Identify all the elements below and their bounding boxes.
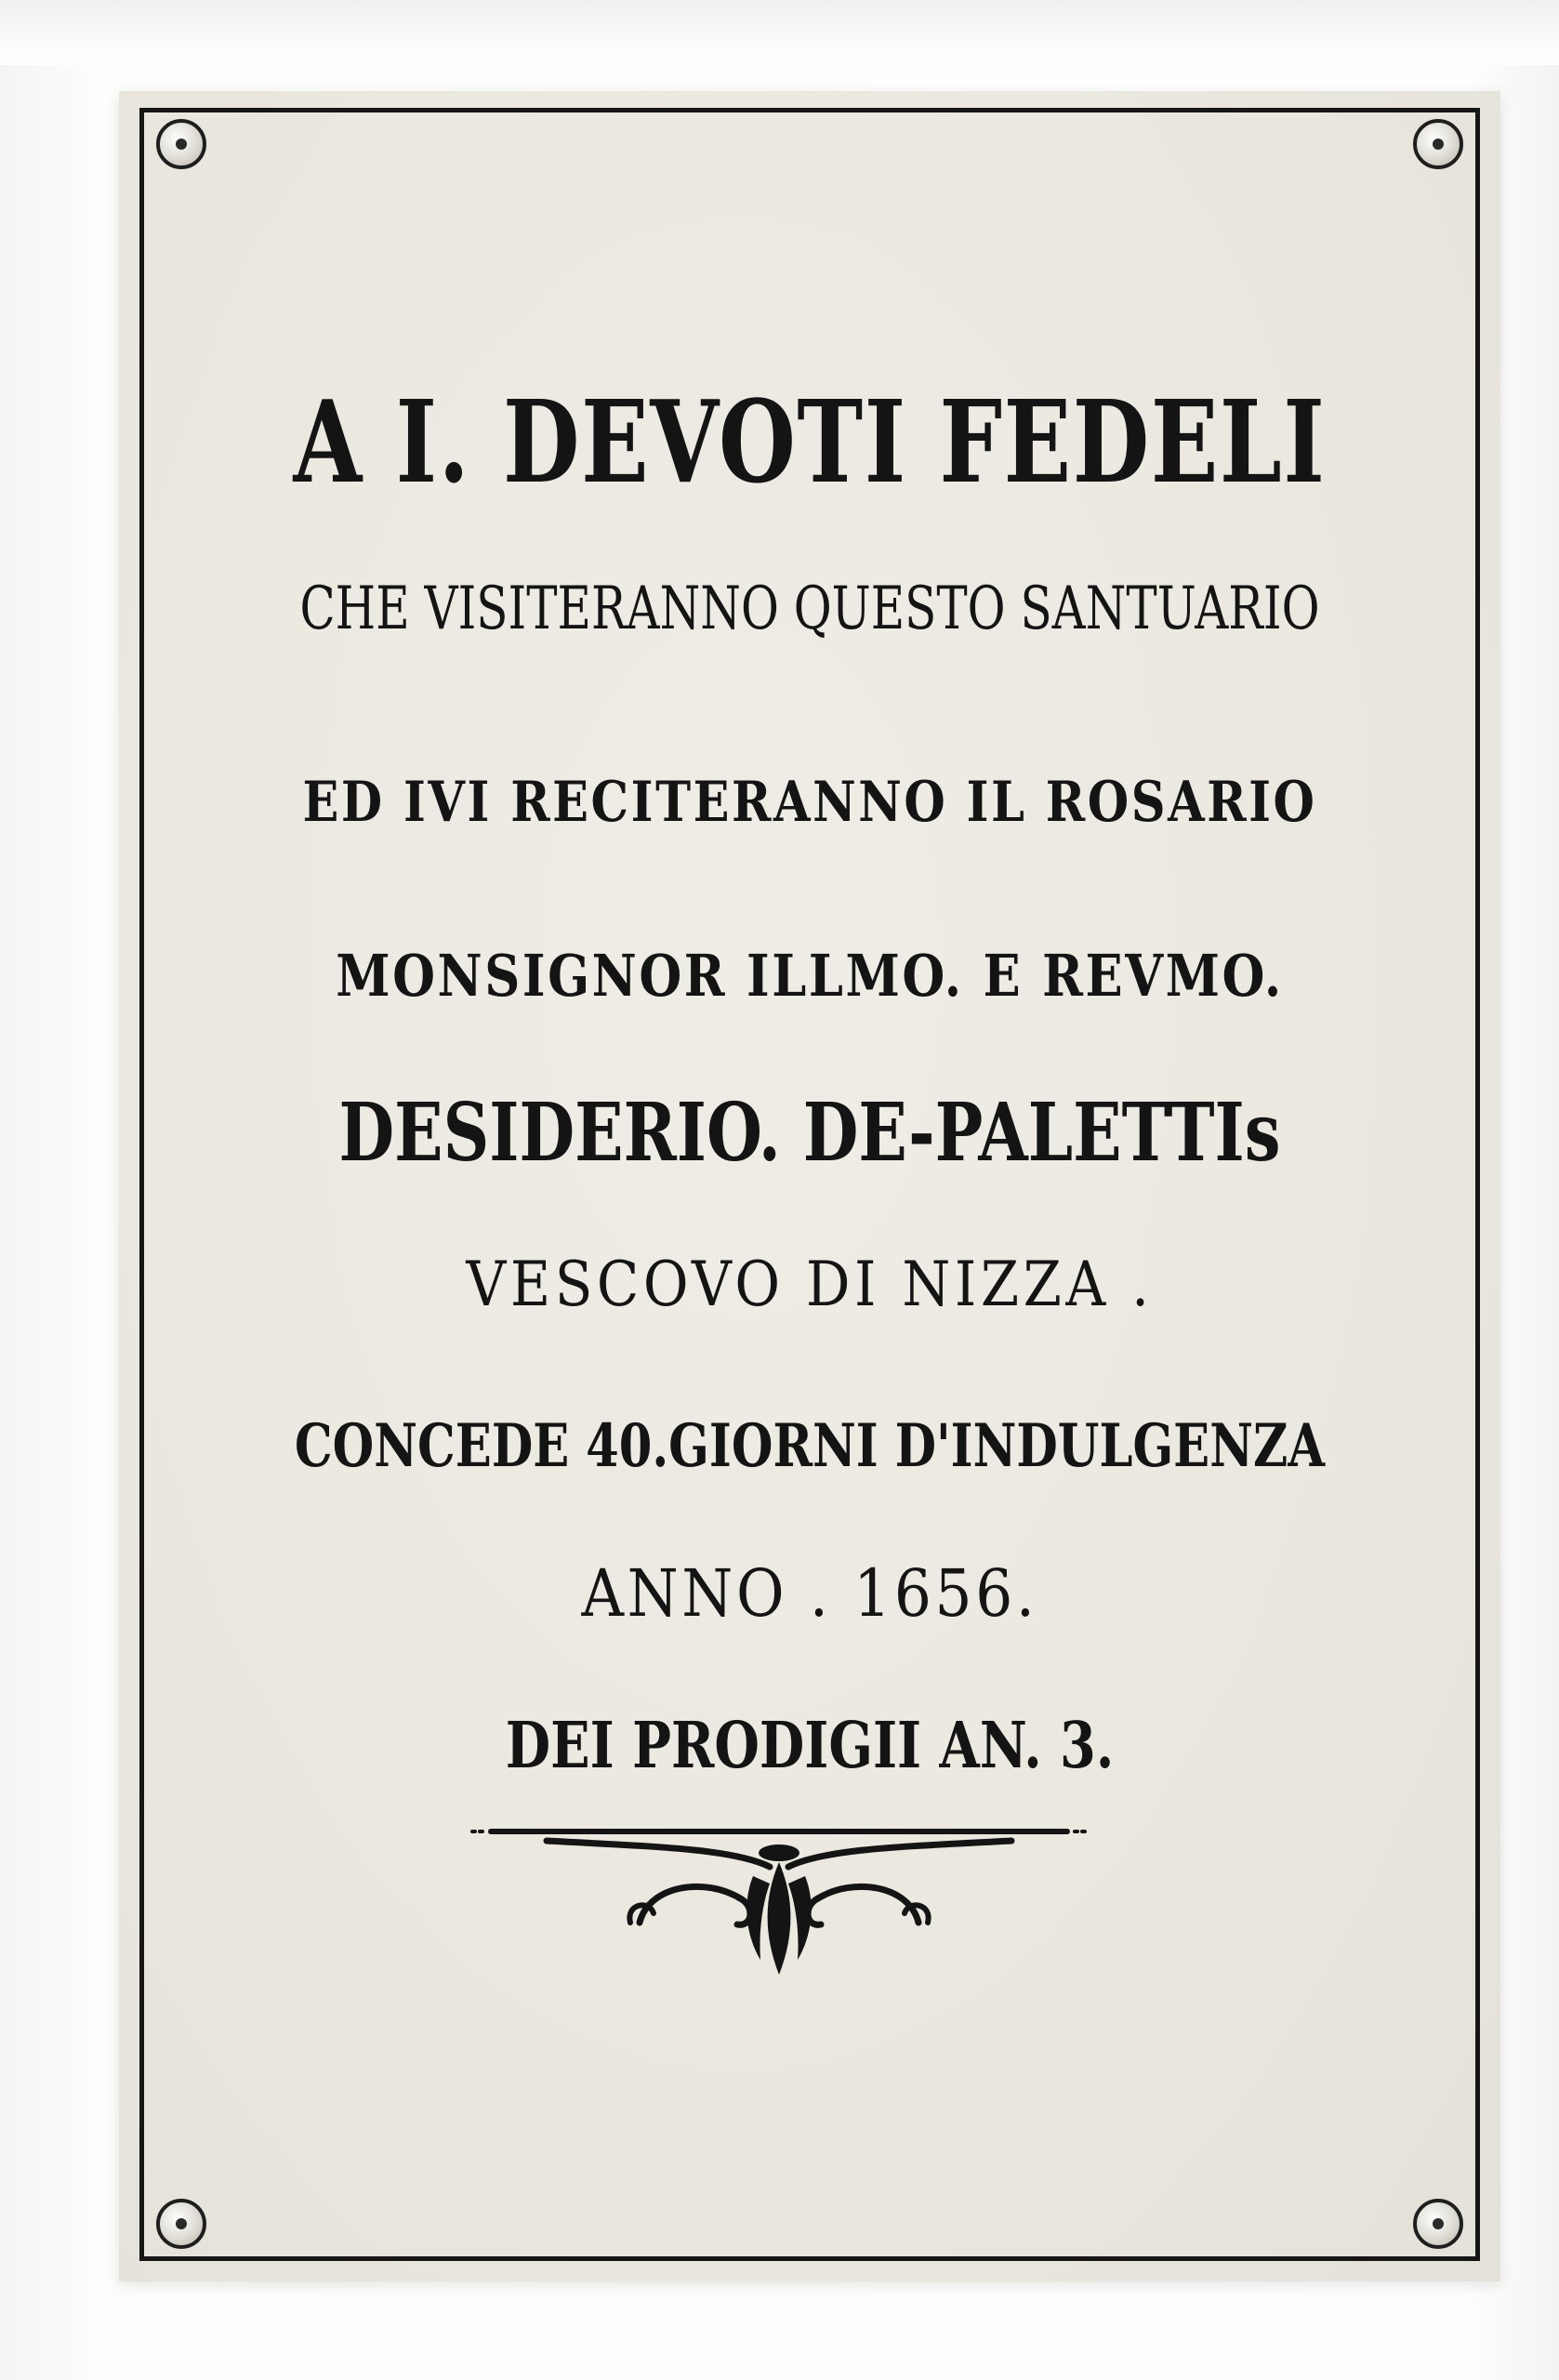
inscription-line: VESCOVO DI NIZZA . xyxy=(466,1249,1154,1320)
screw-icon xyxy=(1413,2199,1463,2249)
inscription-line: ED IVI RECITERANNO IL ROSARIO xyxy=(302,770,1317,835)
inscription-line: CHE VISITERANNO QUESTO SANTUARIO xyxy=(299,575,1320,643)
inscription-line: ANNO . 1656. xyxy=(581,1555,1038,1632)
inscription-title: A I. DEVOTI FEDELI xyxy=(293,375,1327,509)
inscription-line: DEI PRODIGII AN. 3. xyxy=(505,1709,1115,1783)
wall-molding xyxy=(0,0,1559,65)
inscription-line: CONCEDE 40.GIORNI D'INDULGENZA xyxy=(294,1411,1326,1481)
inscription-line: MONSIGNOR ILLMO. E REVMO. xyxy=(336,942,1284,1010)
inscription-line: DESIDERIO. DE-PALETTIs xyxy=(338,1086,1281,1180)
inscription-plaque xyxy=(119,91,1500,2281)
screw-icon xyxy=(1413,119,1463,169)
scroll-ornament-icon xyxy=(463,1811,1095,1978)
screw-icon xyxy=(156,119,206,169)
screw-icon xyxy=(156,2199,206,2249)
